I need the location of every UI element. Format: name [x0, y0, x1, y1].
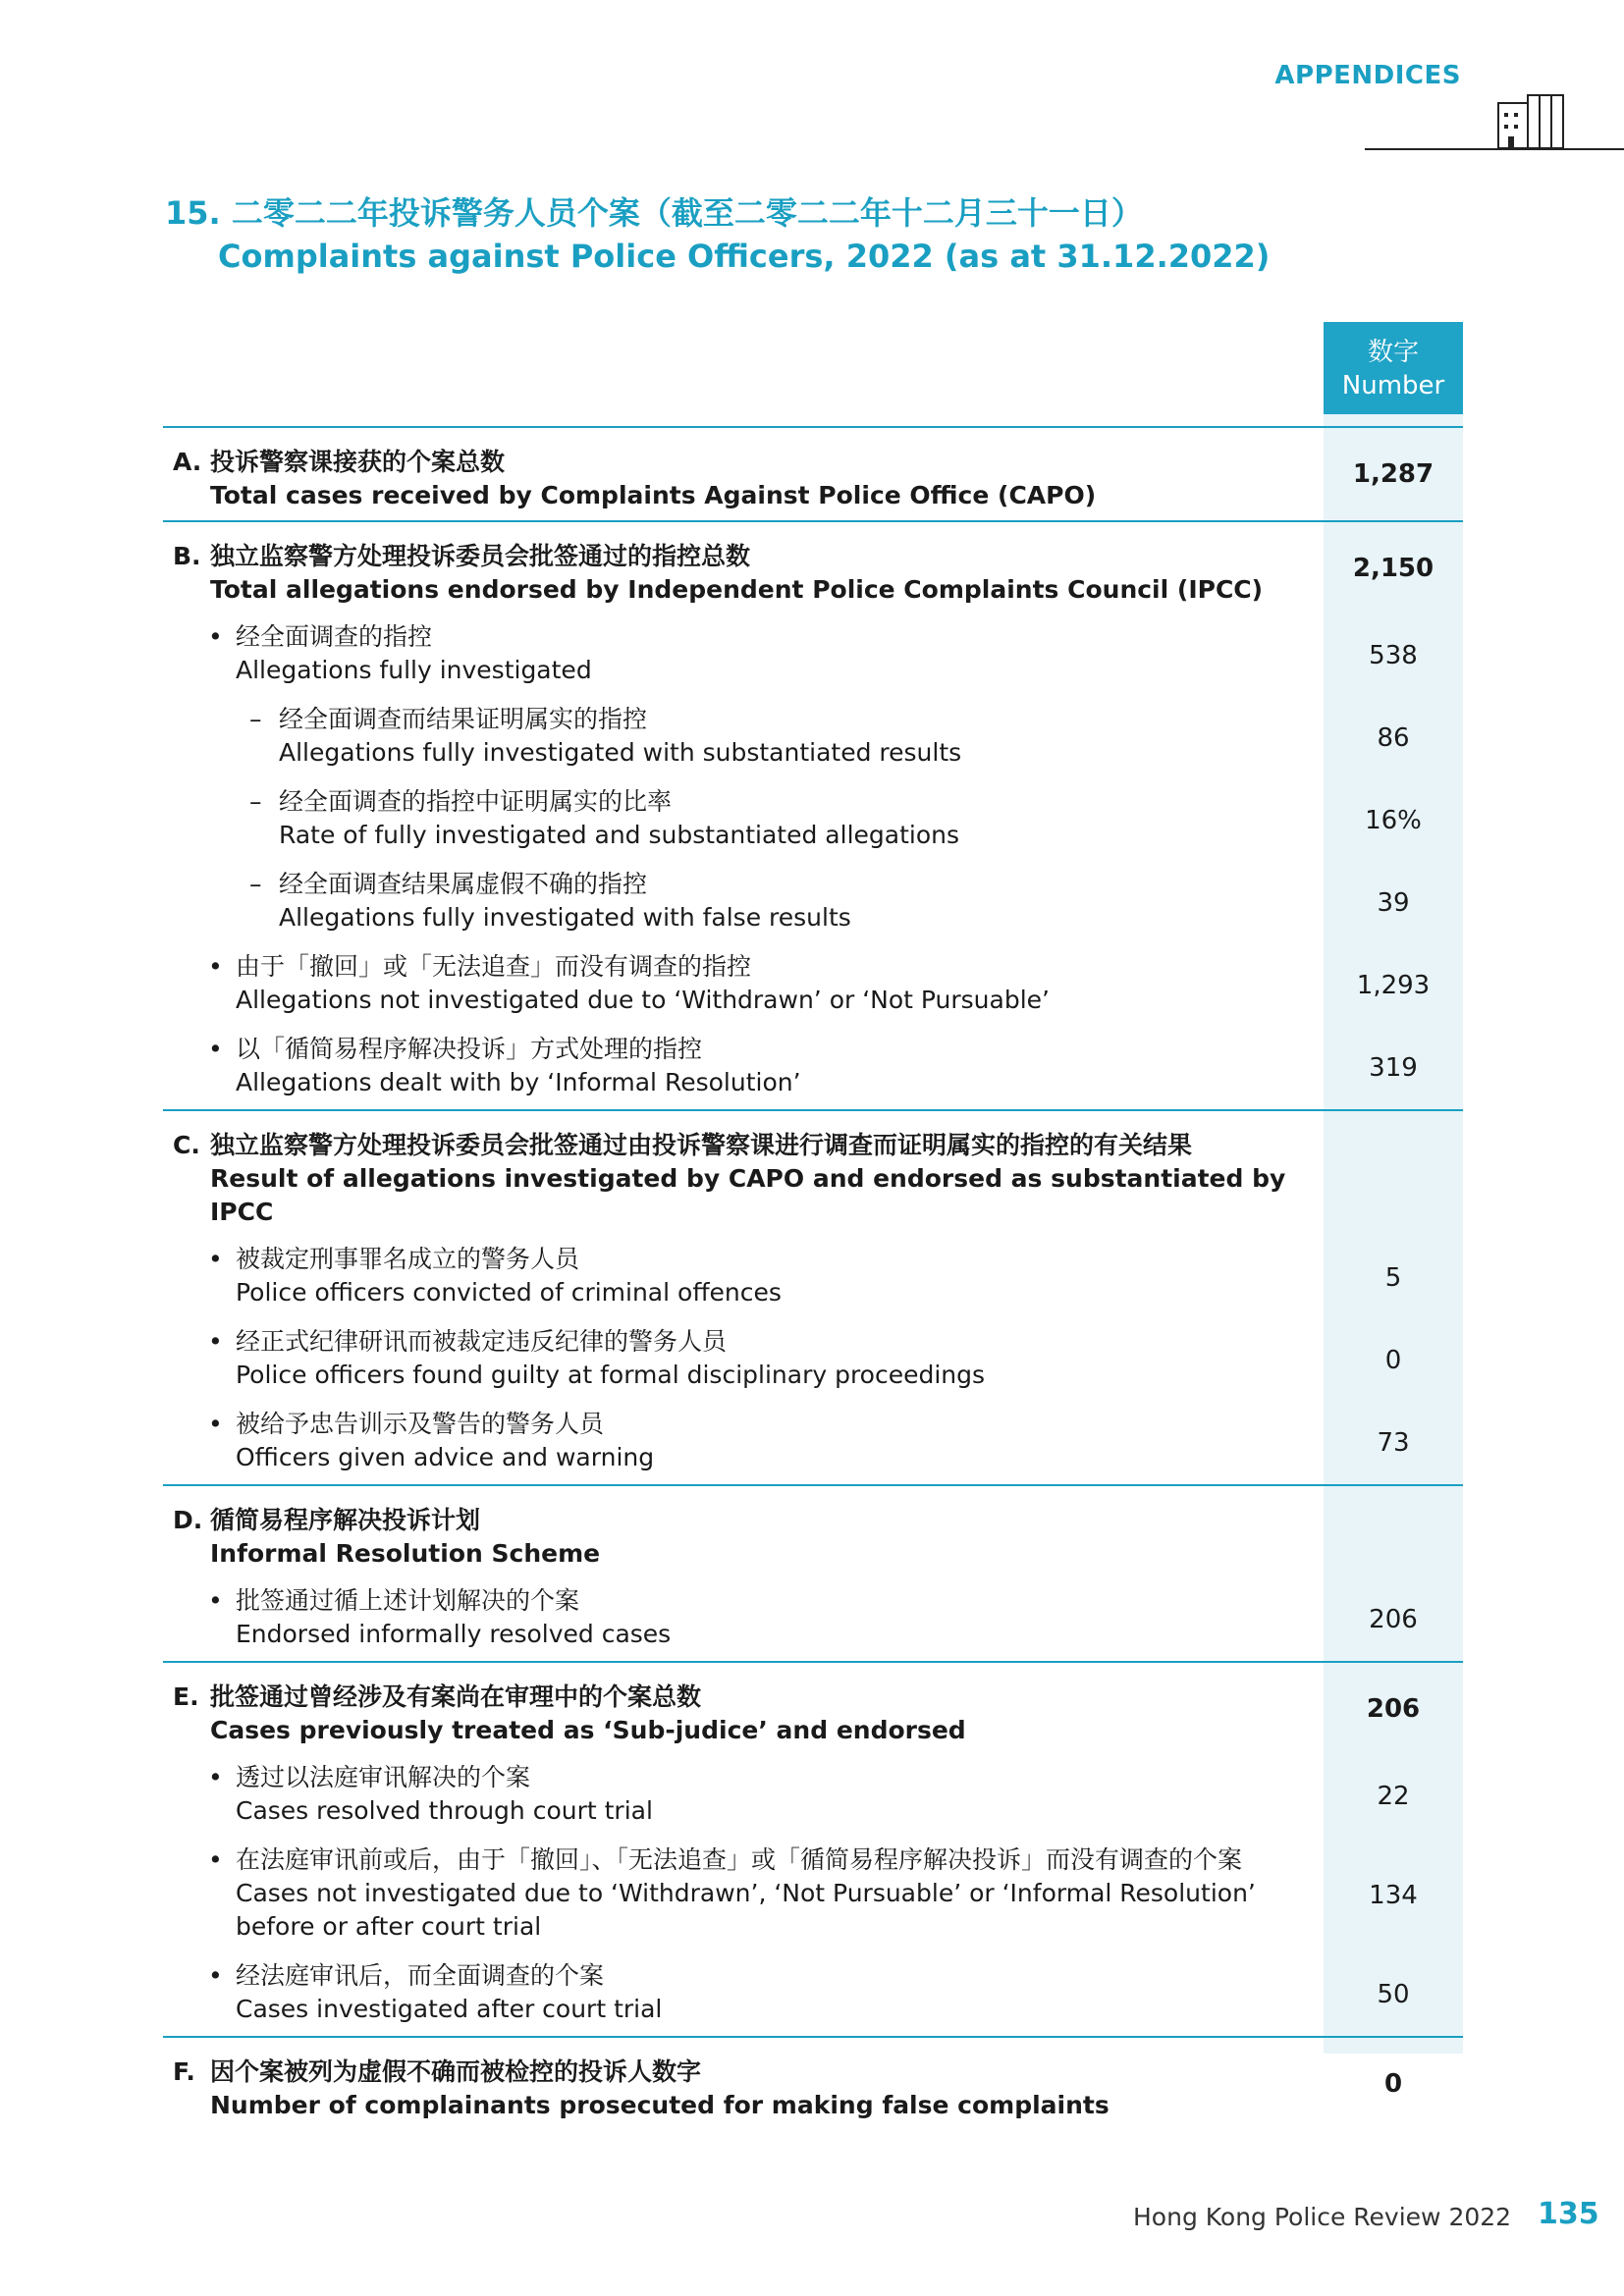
- bullet-dot: •: [208, 622, 223, 651]
- section-e-en: Cases previously treated as ‘Sub-judice’ and endorsed: [210, 1716, 966, 1744]
- row-label-en: Police officers found guilty at formal disciplinary proceedings: [236, 1361, 986, 1389]
- table-row: [163, 1578, 1463, 1661]
- page-number: 135: [1538, 2197, 1599, 2231]
- section-e-value: 206: [1366, 1694, 1421, 1724]
- row-value: 538: [1369, 641, 1418, 670]
- number-header-zh: 数字: [1367, 338, 1419, 367]
- section-f: [163, 2036, 1463, 2130]
- section-e-header: [163, 1663, 1463, 1755]
- row-label-en: Cases not investigated due to ‘Withdrawn’, ‘Not Pursuable’ or ‘Informal Resolution’ before or after court trial: [236, 1879, 1256, 1941]
- section-a: [163, 426, 1463, 520]
- section-b-header: [163, 522, 1463, 614]
- section-a-value: 1,287: [1352, 459, 1435, 489]
- row-label-zh: 经全面调查的指控中证明属实的比率: [279, 787, 673, 816]
- section-letter: F.: [173, 2057, 195, 2086]
- publication-name: Hong Kong Police Review 2022: [1133, 2203, 1512, 2231]
- section-f-en: Number of complainants prosecuted for making false complaints: [210, 2091, 1110, 2119]
- row-value: 73: [1377, 1428, 1410, 1458]
- row-label-zh: 以「循简易程序解决投诉」方式处理的指控: [236, 1035, 703, 1063]
- row-label-zh: 经全面调查的指控: [236, 622, 433, 651]
- section-f-value: 0: [1383, 2069, 1403, 2099]
- row-label-en: Officers given advice and warning: [236, 1443, 655, 1471]
- section-letter: D.: [173, 1506, 203, 1534]
- section-c: [163, 1109, 1463, 1484]
- bullet-dot: •: [208, 1586, 223, 1615]
- bullet-dot: •: [208, 1961, 223, 1990]
- table-row: [163, 614, 1463, 697]
- row-value: 1,293: [1356, 971, 1431, 1000]
- section-letter: C.: [173, 1131, 200, 1159]
- section-d-en: Informal Resolution Scheme: [210, 1539, 601, 1568]
- table-row: [163, 1838, 1463, 1953]
- section-a-en: Total cases received by Complaints Against Police Office (CAPO): [210, 481, 1097, 509]
- row-label-zh: 经法庭审讯后，而全面调查的个案: [236, 1961, 605, 1990]
- bullet-dot: •: [208, 1845, 223, 1874]
- bullet-dot: •: [208, 1245, 223, 1273]
- section-f-header: [163, 2038, 1463, 2130]
- row-label-en: Endorsed informally resolved cases: [236, 1620, 672, 1648]
- row-label-zh: 被给予忠告训示及警告的警务人员: [236, 1410, 605, 1438]
- section-d-zh: 循简易程序解决投诉计划: [210, 1506, 481, 1534]
- row-label-zh: 被裁定刑事罪名成立的警务人员: [236, 1245, 580, 1273]
- section-c-header: [163, 1111, 1463, 1237]
- number-header-en: Number: [1341, 371, 1445, 400]
- row-label-zh: 经全面调查而结果证明属实的指控: [279, 705, 648, 733]
- section-e-zh: 批签通过曾经涉及有案尚在审理中的个案总数: [210, 1682, 702, 1711]
- bullet-dot: •: [208, 1763, 223, 1791]
- section-c-zh: 独立监察警方处理投诉委员会批签通过由投诉警察课进行调查而证明属实的指控的有关结果: [210, 1131, 1193, 1159]
- header-rule: [1365, 148, 1624, 150]
- row-value: 134: [1369, 1881, 1418, 1910]
- row-value: 16%: [1365, 806, 1422, 835]
- row-label-zh: 透过以法庭审讯解决的个案: [236, 1763, 531, 1791]
- number-column-header: [1324, 322, 1463, 414]
- row-label-zh: 经全面调查结果属虚假不确的指控: [279, 870, 648, 898]
- section-d: [163, 1484, 1463, 1661]
- row-value: 206: [1369, 1605, 1418, 1634]
- section-b-en: Total allegations endorsed by Independent Police Complaints Council (IPCC): [210, 575, 1264, 604]
- row-value: 86: [1377, 723, 1410, 753]
- row-value: 319: [1369, 1053, 1418, 1083]
- table-row: [163, 862, 1463, 944]
- row-label-en: Police officers convicted of criminal offences: [236, 1278, 782, 1307]
- row-label-en: Allegations dealt with by ‘Informal Resolution’: [236, 1068, 801, 1096]
- bullet-dash: –: [249, 705, 262, 733]
- row-label-zh: 批签通过循上述计划解决的个案: [236, 1586, 580, 1615]
- section-letter: A.: [173, 448, 202, 476]
- table-row: [163, 1953, 1463, 2036]
- table-row: [163, 1402, 1463, 1484]
- row-value: 0: [1384, 1346, 1402, 1375]
- bullet-dash: –: [249, 870, 262, 898]
- bullet-dot: •: [208, 952, 223, 981]
- row-label-zh: 由于「撤回」或「无法追查」而没有调查的指控: [236, 952, 752, 981]
- bullet-dot: •: [208, 1410, 223, 1438]
- table-row: [163, 1237, 1463, 1319]
- row-label-en: Allegations not investigated due to ‘Withdrawn’ or ‘Not Pursuable’: [236, 986, 1050, 1014]
- row-value: 39: [1377, 888, 1410, 918]
- section-label: APPENDICES: [1274, 61, 1461, 90]
- section-b: [163, 520, 1463, 1109]
- table-row: [163, 944, 1463, 1027]
- row-label-en: Allegations fully investigated with false results: [279, 903, 851, 932]
- section-c-value: [1324, 1111, 1463, 1237]
- row-label-zh: 在法庭审讯前或后，由于「撤回」、「无法追查」或「循简易程序解决投诉」而没有调查的个案: [236, 1845, 1243, 1874]
- bullet-dash: –: [249, 787, 262, 816]
- complaints-table: [163, 426, 1463, 2130]
- section-letter: B.: [173, 542, 201, 570]
- section-c-en: Result of allegations investigated by CAPO and endorsed as substantiated by IPCC: [210, 1164, 1286, 1226]
- table-row: [163, 697, 1463, 779]
- row-label-zh: 经正式纪律研讯而被裁定违反纪律的警务人员: [236, 1327, 728, 1356]
- building-icon: [1496, 93, 1567, 150]
- section-b-value: 2,150: [1352, 554, 1435, 583]
- row-label-en: Cases investigated after court trial: [236, 1995, 663, 2023]
- row-label-en: Rate of fully investigated and substantiated allegations: [279, 821, 959, 849]
- title-chinese: 15. 二零二二年投诉警务人员个案（截至二零二二年十二月三十一日）: [165, 194, 1143, 232]
- section-d-header: [163, 1486, 1463, 1578]
- row-value: 5: [1384, 1263, 1402, 1293]
- section-d-value: [1324, 1486, 1463, 1578]
- table-row: [163, 779, 1463, 862]
- section-b-zh: 独立监察警方处理投诉委员会批签通过的指控总数: [210, 542, 751, 570]
- section-e: [163, 1661, 1463, 2036]
- table-title: [165, 191, 1270, 278]
- table-row: [163, 1755, 1463, 1838]
- row-label-en: Allegations fully investigated with substantiated results: [279, 738, 962, 767]
- row-value: 50: [1377, 1980, 1410, 2009]
- section-f-zh: 因个案被列为虚假不确而被检控的投诉人数字: [210, 2057, 702, 2086]
- section-a-zh: 投诉警察课接获的个案总数: [210, 448, 506, 476]
- bullet-dot: •: [208, 1327, 223, 1356]
- row-value: 22: [1377, 1782, 1410, 1811]
- table-row: [163, 1027, 1463, 1109]
- section-letter: E.: [173, 1682, 199, 1711]
- title-english: Complaints against Police Officers, 2022 (as at 31.12.2022): [218, 238, 1271, 275]
- bullet-dot: •: [208, 1035, 223, 1063]
- section-a-header: [163, 428, 1463, 520]
- row-label-en: Cases resolved through court trial: [236, 1796, 653, 1825]
- row-label-en: Allegations fully investigated: [236, 656, 592, 684]
- table-row: [163, 1319, 1463, 1402]
